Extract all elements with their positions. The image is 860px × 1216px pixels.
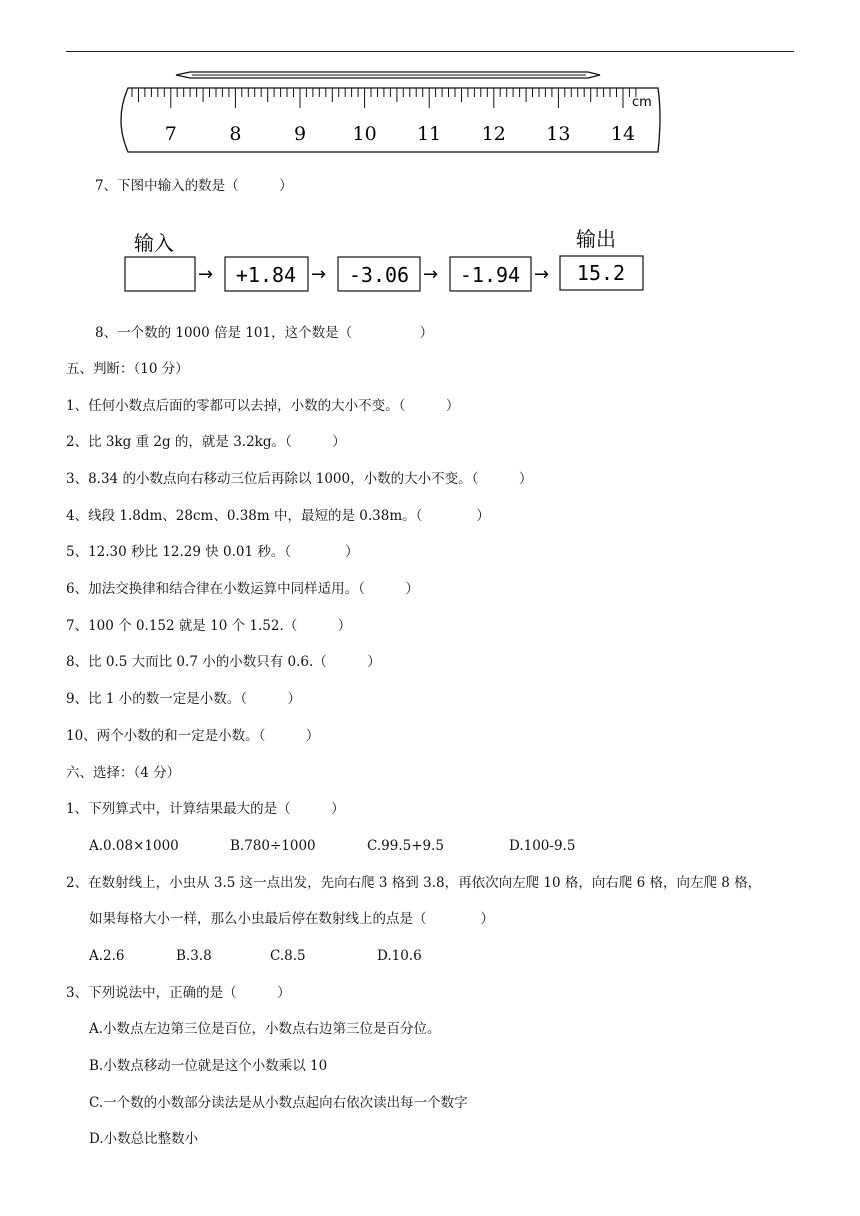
- arrow: →: [311, 264, 327, 285]
- choice-2-option-a: A.2.6: [89, 948, 125, 964]
- judge-8: 8、比 0.5 大而比 0.7 小的小数只有 0.6.（ ）: [66, 654, 381, 670]
- step-box-2-value: -3.06: [348, 263, 410, 287]
- choice-3-option-a: A.小数点左边第三位是百位，小数点右边第三位是百分位。: [89, 1021, 441, 1037]
- input-box: [125, 257, 195, 291]
- ruler-number: 11: [417, 123, 442, 145]
- section-5-heading: 五、判断：（10 分）: [66, 361, 189, 377]
- choice-1-option-b: B.780÷1000: [230, 838, 316, 854]
- judge-10: 10、两个小数的和一定是小数。（ ）: [66, 728, 320, 744]
- ruler-number: 9: [293, 123, 307, 145]
- ruler-number: 8: [229, 123, 242, 145]
- output-label: 输出: [576, 227, 616, 251]
- measured-segment: [176, 72, 600, 78]
- choice-2-option-d: D.10.6: [377, 948, 422, 964]
- choice-2-question-cont: 如果每格大小一样，那么小虫最后停在数射线上的点是（ ）: [89, 911, 494, 927]
- choice-1-option-d: D.100-9.5: [509, 838, 576, 854]
- arrow: →: [534, 264, 550, 285]
- choice-3-option-c: C.一个数的小数部分读法是从小数点起向右依次读出每一个数字: [89, 1095, 468, 1111]
- choice-3-question: 3、下列说法中，正确的是（ ）: [66, 985, 291, 1001]
- ruler-figure: [110, 64, 670, 160]
- output-box-value: 15.2: [576, 261, 626, 285]
- arrow: →: [423, 264, 439, 285]
- ruler-number: 7: [164, 123, 177, 145]
- choice-2-option-c: C.8.5: [270, 948, 306, 964]
- judge-9: 9、比 1 小的数一定是小数。（ ）: [66, 691, 302, 707]
- choice-2-question: 2、在数射线上，小虫从 3.5 这一点出发，先向右爬 3 格到 3.8，再依次向左爬 10 格，向右爬 6 格，向左爬 8 格，: [66, 875, 762, 891]
- question-8: 8、一个数的 1000 倍是 101，这个数是（ ）: [95, 325, 434, 341]
- ruler-unit-label: cm: [632, 95, 652, 110]
- ruler-number: 13: [546, 123, 571, 145]
- header-rule: [66, 51, 794, 52]
- judge-6: 6、加法交换律和结合律在小数运算中同样适用。（ ）: [66, 581, 419, 597]
- ruler-number: 12: [481, 123, 506, 145]
- step-box-3-value: -1.94: [459, 263, 521, 287]
- ruler-number: 10: [352, 123, 377, 145]
- flow-diagram: [118, 222, 658, 294]
- choice-1-question: 1、下列算式中，计算结果最大的是（ ）: [66, 801, 345, 817]
- ruler-body: [121, 88, 660, 152]
- choice-2-option-b: B.3.8: [176, 948, 212, 964]
- input-label: 输入: [134, 231, 174, 255]
- question-7: 7、下图中输入的数是（ ）: [95, 178, 293, 194]
- judge-4: 4、线段 1.8dm、28cm、0.38m 中，最短的是 0.38m。（ ）: [66, 508, 490, 524]
- arrow: →: [198, 264, 214, 285]
- section-6-heading: 六、选择：（4 分）: [66, 765, 181, 781]
- judge-2: 2、比 3kg 重 2g 的，就是 3.2kg。（ ）: [66, 434, 346, 450]
- step-box-1-value: +1.84: [235, 263, 297, 287]
- choice-1-option-a: A.0.08×1000: [89, 838, 179, 854]
- choice-3-option-b: B.小数点移动一位就是这个小数乘以 10: [89, 1058, 328, 1074]
- ruler-number: 14: [610, 123, 636, 145]
- judge-3: 3、8.34 的小数点向右移动三位后再除以 1000，小数的大小不变。（ ）: [66, 471, 533, 487]
- judge-1: 1、任何小数点后面的零都可以去掉，小数的大小不变。（ ）: [66, 398, 460, 414]
- judge-7: 7、100 个 0.152 就是 10 个 1.52.（ ）: [66, 618, 352, 634]
- judge-5: 5、12.30 秒比 12.29 快 0.01 秒。（ ）: [66, 544, 359, 560]
- choice-1-option-c: C.99.5+9.5: [367, 838, 444, 854]
- choice-3-option-d: D.小数总比整数小: [89, 1131, 199, 1147]
